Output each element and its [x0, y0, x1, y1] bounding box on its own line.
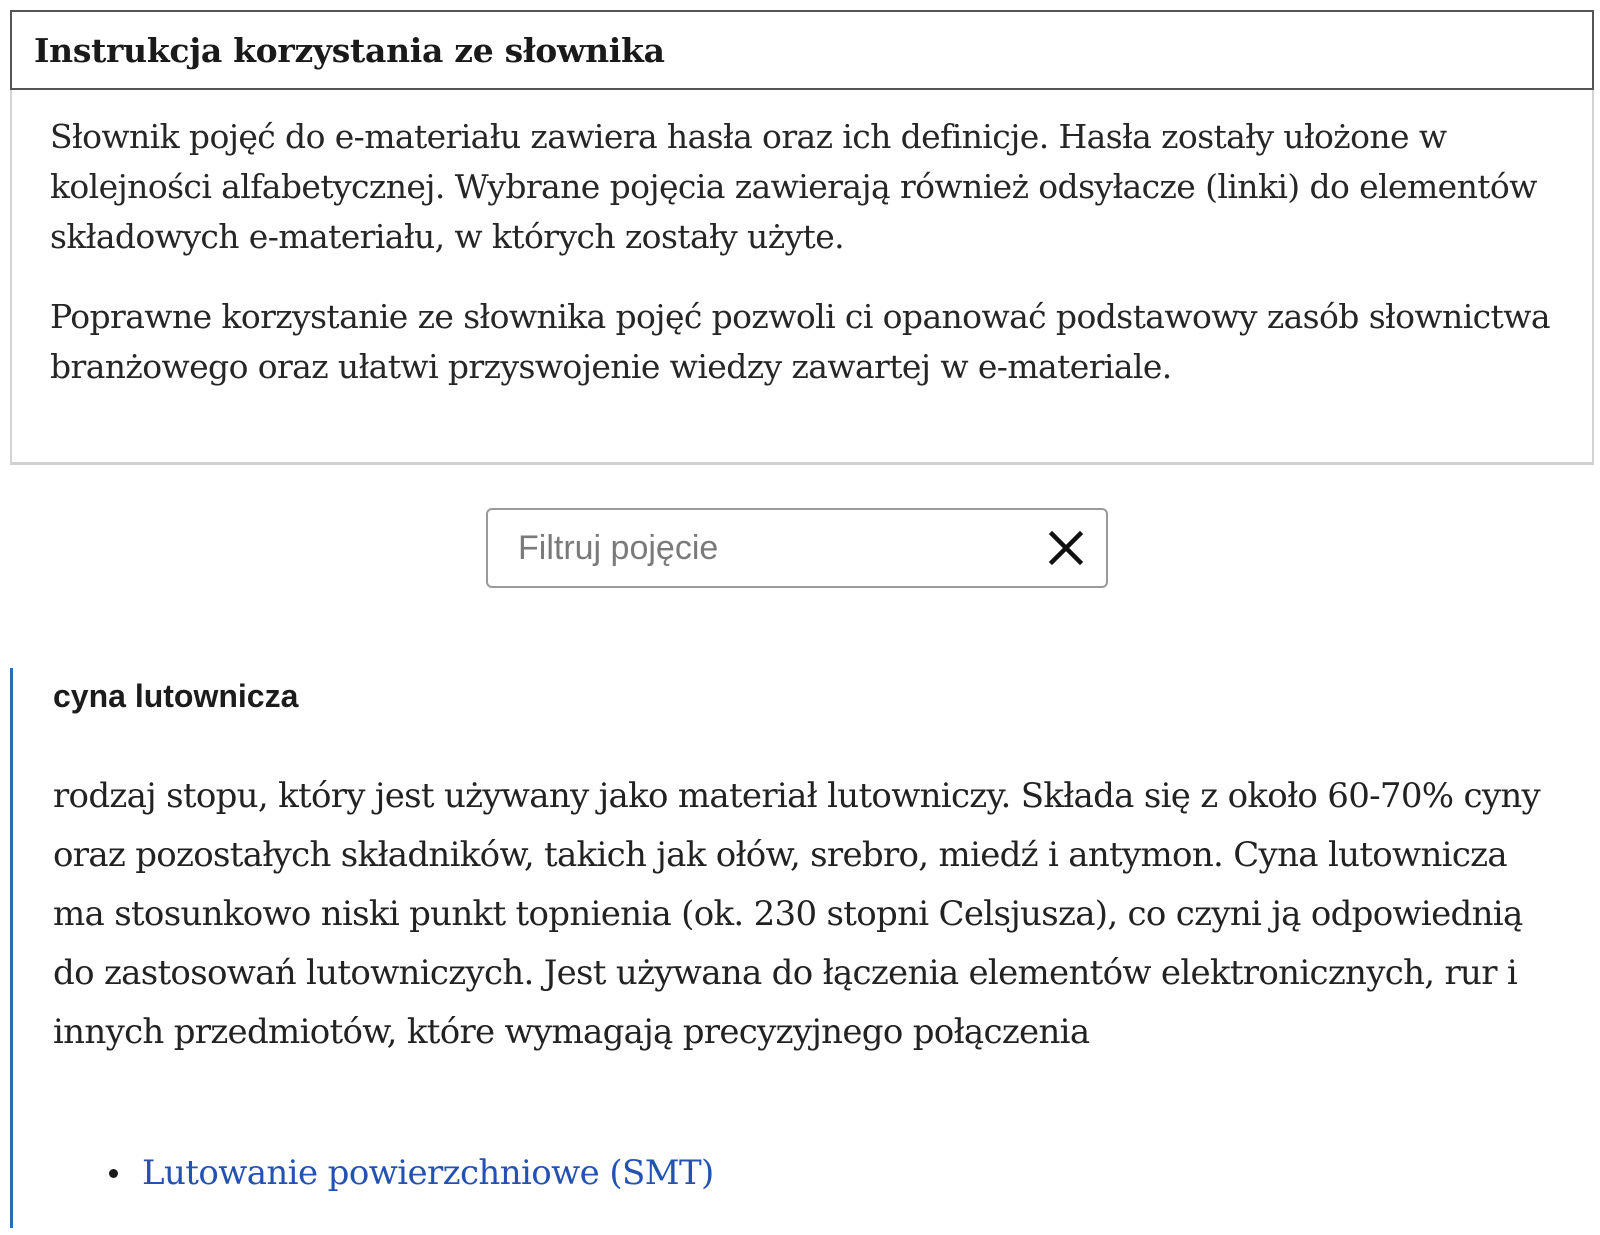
dictionary-instructions-panel — [10, 10, 1594, 465]
bullet — [109, 1169, 118, 1178]
filter-box — [486, 508, 1108, 588]
instructions-paragraph: Poprawne korzystanie ze słownika pojęć pozwoli ci opanować podstawowy zasób słownictwa branżowego oraz ułatwi przyswojenie wiedzy zawartej w e-materiale. — [50, 297, 1550, 386]
instructions-header — [10, 10, 1594, 90]
filter-input[interactable] — [488, 510, 1026, 586]
entry-links-list — [53, 1148, 714, 1198]
entry-term: cyna lutownicza — [53, 678, 299, 714]
entry-link[interactable]: Lutowanie powierzchniowe (SMT) — [142, 1153, 714, 1193]
list-item — [53, 1148, 714, 1198]
instructions-title: Instrukcja korzystania ze słownika — [34, 30, 665, 70]
close-icon — [1047, 529, 1085, 567]
instructions-body — [12, 90, 1592, 392]
clear-filter-button[interactable] — [1026, 510, 1106, 586]
glossary-entry — [10, 668, 1590, 1228]
instructions-paragraph: Słownik pojęć do e-materiału zawiera hasła oraz ich definicje. Hasła zostały ułożone w kolejności alfabetycznej. Wybrane pojęcia zawierają również odsyłacze (linki) do elementów składowych e-materiału, w których zostały użyte. — [50, 117, 1537, 256]
entry-definition: rodzaj stopu, który jest używany jako materiał lutowniczy. Składa się z około 60-70% cyny oraz pozostałych składników, takich jak ołów, srebro, miedź i antymon. Cyna lutownicza ma stosunkowo niski punkt topnienia (ok. 230 stopni Celsjusza), co czyni ją odpowiednią do zastosowań lutowniczych. Jest używana do łączenia elementów elektronicznych, rur i innych przedmiotów, które wymagają precyzyjnego połączenia — [53, 776, 1541, 1052]
